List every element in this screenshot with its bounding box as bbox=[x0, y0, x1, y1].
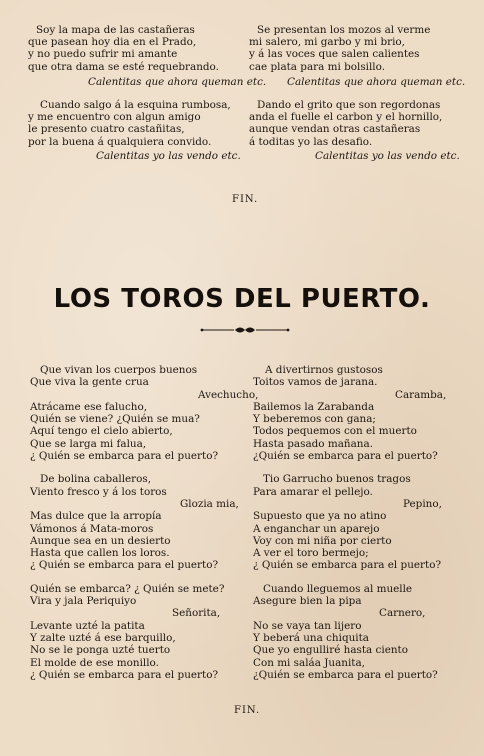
song2-left-stanza-2 bbox=[30, 473, 258, 571]
verse-line: Quién se embarca? ¿ Quién se mete? bbox=[30, 582, 225, 595]
verse-line: Que yo engulliré hasta ciento bbox=[253, 644, 408, 657]
refrain-line: Calentitas yo las vendo etc. bbox=[315, 149, 460, 162]
song1-right-stanza-1 bbox=[249, 24, 466, 88]
verse-line: aunque vendan otras castañeras bbox=[249, 123, 421, 136]
song1-right-stanza-2 bbox=[249, 99, 461, 162]
verse-line: No se le ponga uzté tuerto bbox=[30, 644, 171, 657]
verse-line: Dando el grito que son regordonas bbox=[257, 99, 441, 112]
song2-left-column bbox=[30, 364, 258, 681]
verse-line: mi salero, mi garbo y mi brio, bbox=[249, 36, 405, 49]
verse-line: No se vaya tan lijero bbox=[253, 619, 362, 632]
song2-right-stanza-1 bbox=[253, 364, 463, 462]
verse-line: Señorita, bbox=[172, 607, 221, 620]
verse-line: cae plata para mi bolsillo. bbox=[249, 60, 386, 73]
song1-fin: FIN. bbox=[232, 194, 259, 205]
verse-line: á toditas yo las desafio. bbox=[249, 135, 373, 148]
verse-line: Que se larga mi falua, bbox=[30, 437, 147, 450]
verse-line: Vámonos á Mata-moros bbox=[30, 522, 154, 535]
verse-line: Toitos vamos de jarana. bbox=[253, 376, 378, 389]
verse-line: ¿ Quién se embarca para el puerto? bbox=[30, 668, 219, 681]
title-ornament-icon bbox=[200, 324, 290, 336]
verse-line: que pasean hoy dia en el Prado, bbox=[28, 36, 197, 49]
verse-line: Para amarar el pellejo. bbox=[253, 485, 373, 498]
verse-line: A divertirnos gustosos bbox=[265, 364, 383, 376]
verse-line: le presento cuatro castañitas, bbox=[28, 123, 185, 136]
verse-line: por la buena á qualquiera convido. bbox=[28, 135, 212, 148]
verse-line: Aunque sea en un desierto bbox=[30, 534, 171, 547]
song2-right-column bbox=[253, 364, 463, 681]
song2-fin: FIN. bbox=[234, 705, 261, 716]
verse-line: Voy con mi niña por cierto bbox=[253, 534, 392, 547]
verse-line: Supuesto que ya no atino bbox=[253, 510, 387, 523]
song1-left-column bbox=[28, 24, 267, 162]
refrain-line: Calentitas que ahora queman etc. bbox=[287, 75, 466, 88]
verse-line: Y beberá una chiquita bbox=[253, 631, 369, 644]
song1-left-stanza-2 bbox=[28, 99, 241, 162]
verse-line: A enganchar un aparejo bbox=[253, 522, 380, 535]
verse-line: De bolina caballeros, bbox=[40, 473, 152, 486]
verse-line: Cuando salgo á la esquina rumbosa, bbox=[40, 99, 231, 112]
verse-line: que otra dama se esté requebrando. bbox=[28, 60, 219, 73]
verse-line: y no puedo sufrir mi amante bbox=[28, 48, 178, 61]
verse-line: ¿ Quién se embarca para el puerto? bbox=[30, 559, 219, 572]
verse-line: El molde de ese monillo. bbox=[30, 656, 159, 669]
verse-line: Bailemos la Zarabanda bbox=[253, 400, 375, 413]
refrain-line: Calentitas yo las vendo etc. bbox=[96, 149, 241, 162]
song1-right-column bbox=[249, 24, 466, 162]
verse-line: Hasta que callen los loros. bbox=[30, 547, 170, 560]
verse-line: Que viva la gente crua bbox=[30, 376, 149, 389]
verse-line: Caramba, bbox=[395, 388, 447, 401]
song2-left-stanza-3 bbox=[30, 583, 258, 681]
verse-line: Hasta pasado mañana. bbox=[253, 437, 373, 450]
verse-line: ¿Quién se embarca para el puerto? bbox=[253, 668, 438, 681]
verse-line: Carnero, bbox=[379, 607, 426, 620]
song1-left-stanza-1 bbox=[28, 24, 267, 88]
verse-line: Quién se viene? ¿Quién se mua? bbox=[30, 413, 200, 426]
verse-line: anda el fuelle el carbon y el hornillo, bbox=[249, 111, 443, 124]
verse-line: Aquí tengo el cielo abierto, bbox=[30, 425, 173, 438]
verse-line: Mas dulce que la arropía bbox=[30, 510, 162, 523]
verse-line: Con mi saláa Juanita, bbox=[253, 656, 365, 669]
verse-line: y á las voces que salen calientes bbox=[249, 48, 420, 61]
song2-right-stanza-2 bbox=[253, 473, 463, 571]
verse-line: Soy la mapa de las castañeras bbox=[36, 24, 195, 36]
verse-line: Se presentan los mozos al verme bbox=[257, 24, 431, 36]
verse-line: ¿ Quién se embarca para el puerto? bbox=[30, 450, 219, 463]
refrain-line: Calentitas que ahora queman etc. bbox=[88, 75, 267, 88]
verse-line: Levante uzté la patita bbox=[30, 619, 145, 632]
verse-line: A ver el toro bermejo; bbox=[253, 547, 369, 560]
verse-line: Avechucho, bbox=[198, 388, 259, 401]
verse-line: Y zalte uzté á ese barquillo, bbox=[30, 631, 176, 644]
verse-line: Cuando lleguemos al muelle bbox=[263, 582, 413, 595]
verse-line: y me encuentro con algun amigo bbox=[28, 111, 201, 124]
verse-line: Tio Garrucho buenos tragos bbox=[263, 473, 411, 486]
song2-right-stanza-3 bbox=[253, 583, 463, 681]
verse-line: Vira y jala Periquiyo bbox=[30, 595, 137, 608]
verse-line: Pepino, bbox=[403, 497, 442, 510]
verse-line: Y beberemos con gana; bbox=[253, 413, 376, 426]
verse-line: Atrácame ese falucho, bbox=[30, 400, 148, 413]
verse-line: Asegure bien la pipa bbox=[253, 595, 362, 608]
verse-line: Que vivan los cuerpos buenos bbox=[40, 364, 198, 376]
verse-line: Glozia mia, bbox=[180, 497, 239, 510]
verse-line: ¿ Quién se embarca para el puerto? bbox=[253, 559, 442, 572]
verse-line: Todos pequemos con el muerto bbox=[253, 425, 417, 438]
song2-title: LOS TOROS DEL PUERTO. bbox=[53, 284, 431, 314]
verse-line: Viento fresco y á los toros bbox=[30, 485, 167, 498]
song2-left-stanza-1 bbox=[30, 364, 258, 462]
verse-line: ¿Quién se embarca para el puerto? bbox=[253, 450, 438, 463]
